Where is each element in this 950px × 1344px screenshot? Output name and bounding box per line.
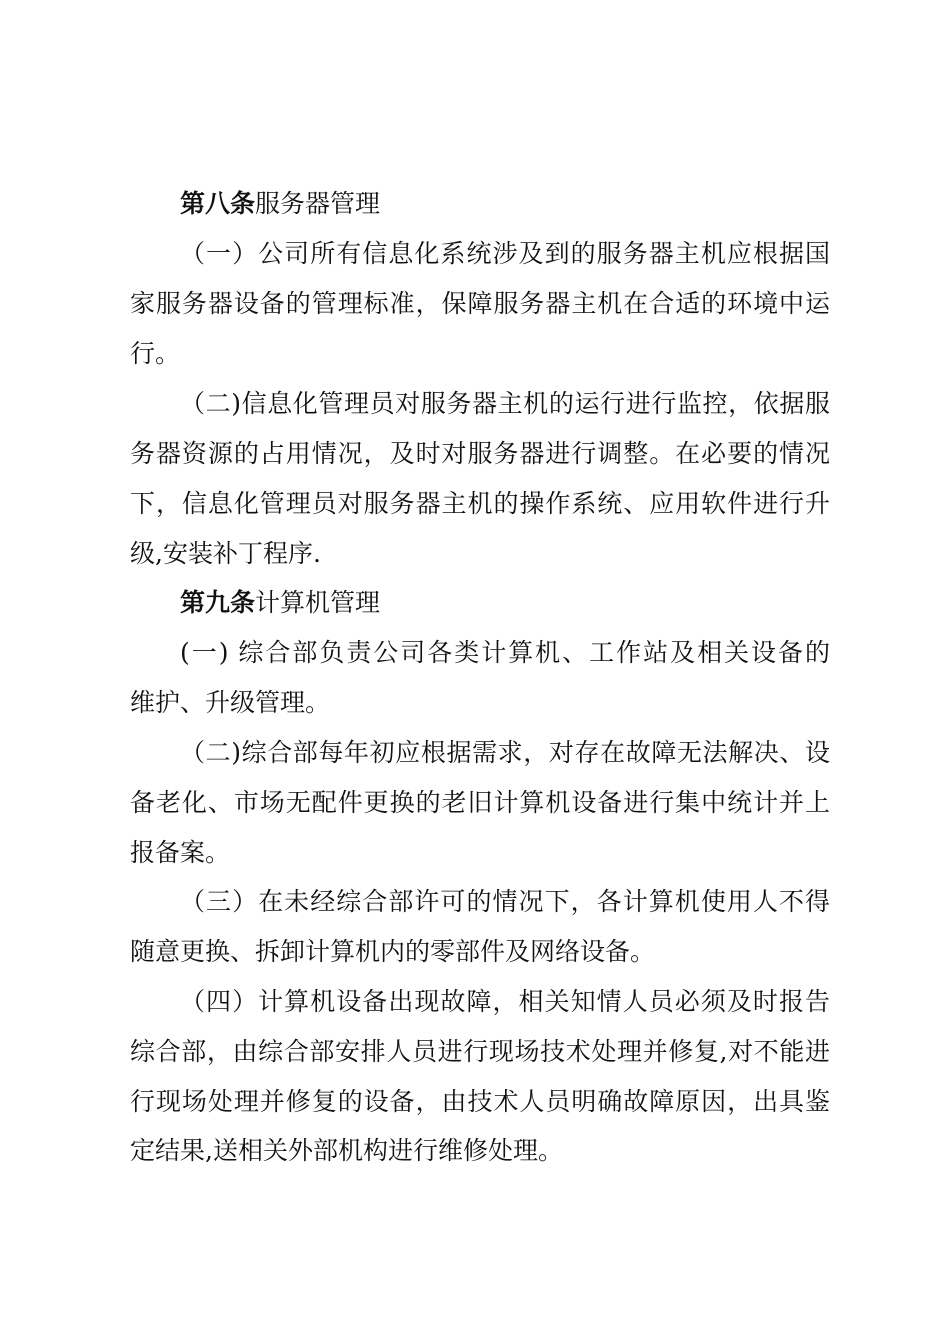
article-9-number: 第九条 xyxy=(180,588,256,617)
article-8-item-2-line-2: 务器资源的占用情况，及时对服务器进行调整。在必要的情况 xyxy=(130,439,830,468)
article-9-item-2-line-1: （二)综合部每年初应根据需求，对存在故障无法解决、设 xyxy=(180,738,830,767)
article-9-item-4-line-1: （四）计算机设备出现故障，相关知情人员必须及时报告 xyxy=(180,987,830,1016)
article-8-heading xyxy=(180,184,830,224)
article-8-item-1-line-2: 家服务器设备的管理标准，保障服务器主机在合适的环境中运 xyxy=(130,289,830,318)
article-9-item-1-line-1: (一) 综合部负责公司各类计算机、工作站及相关设备的 xyxy=(180,638,830,667)
article-9-item-2-line-2: 备老化、市场无配件更换的老旧计算机设备进行集中统计并上 xyxy=(130,788,830,817)
article-9-item-3-line-2: 随意更换、拆卸计算机内的零部件及网络设备。 xyxy=(130,937,656,966)
article-9-item-4-line-3: 行现场处理并修复的设备，由技术人员明确故障原因，出具鉴 xyxy=(130,1087,830,1116)
article-8-number: 第八条 xyxy=(180,189,256,218)
article-9-item-4-line-2: 综合部，由综合部安排人员进行现场技术处理并修复,对不能进 xyxy=(130,1037,830,1066)
article-8-item-2-line-3: 下，信息化管理员对服务器主机的操作系统、应用软件进行升 xyxy=(130,489,830,518)
article-8-item-1-line-1: （一）公司所有信息化系统涉及到的服务器主机应根据国 xyxy=(180,239,830,268)
article-9-item-3-line-1: （三）在未经综合部许可的情况下，各计算机使用人不得 xyxy=(180,887,830,916)
article-9-item-2-line-3: 报备案。 xyxy=(130,838,231,867)
article-8-title: 服务器管理 xyxy=(255,189,381,218)
article-9-title: 计算机管理 xyxy=(255,588,381,617)
article-9-item-1-line-2: 维护、升级管理。 xyxy=(130,688,331,717)
article-8-item-2-line-4: 级,安装补丁程序. xyxy=(130,539,321,568)
article-8-item-2-line-1: （二)信息化管理员对服务器主机的运行进行监控，依据服 xyxy=(180,389,830,418)
article-9-item-4-line-4: 定结果,送相关外部机构进行维修处理。 xyxy=(130,1136,563,1165)
article-9-heading xyxy=(180,583,830,623)
article-8-item-1-line-3: 行。 xyxy=(130,339,181,368)
